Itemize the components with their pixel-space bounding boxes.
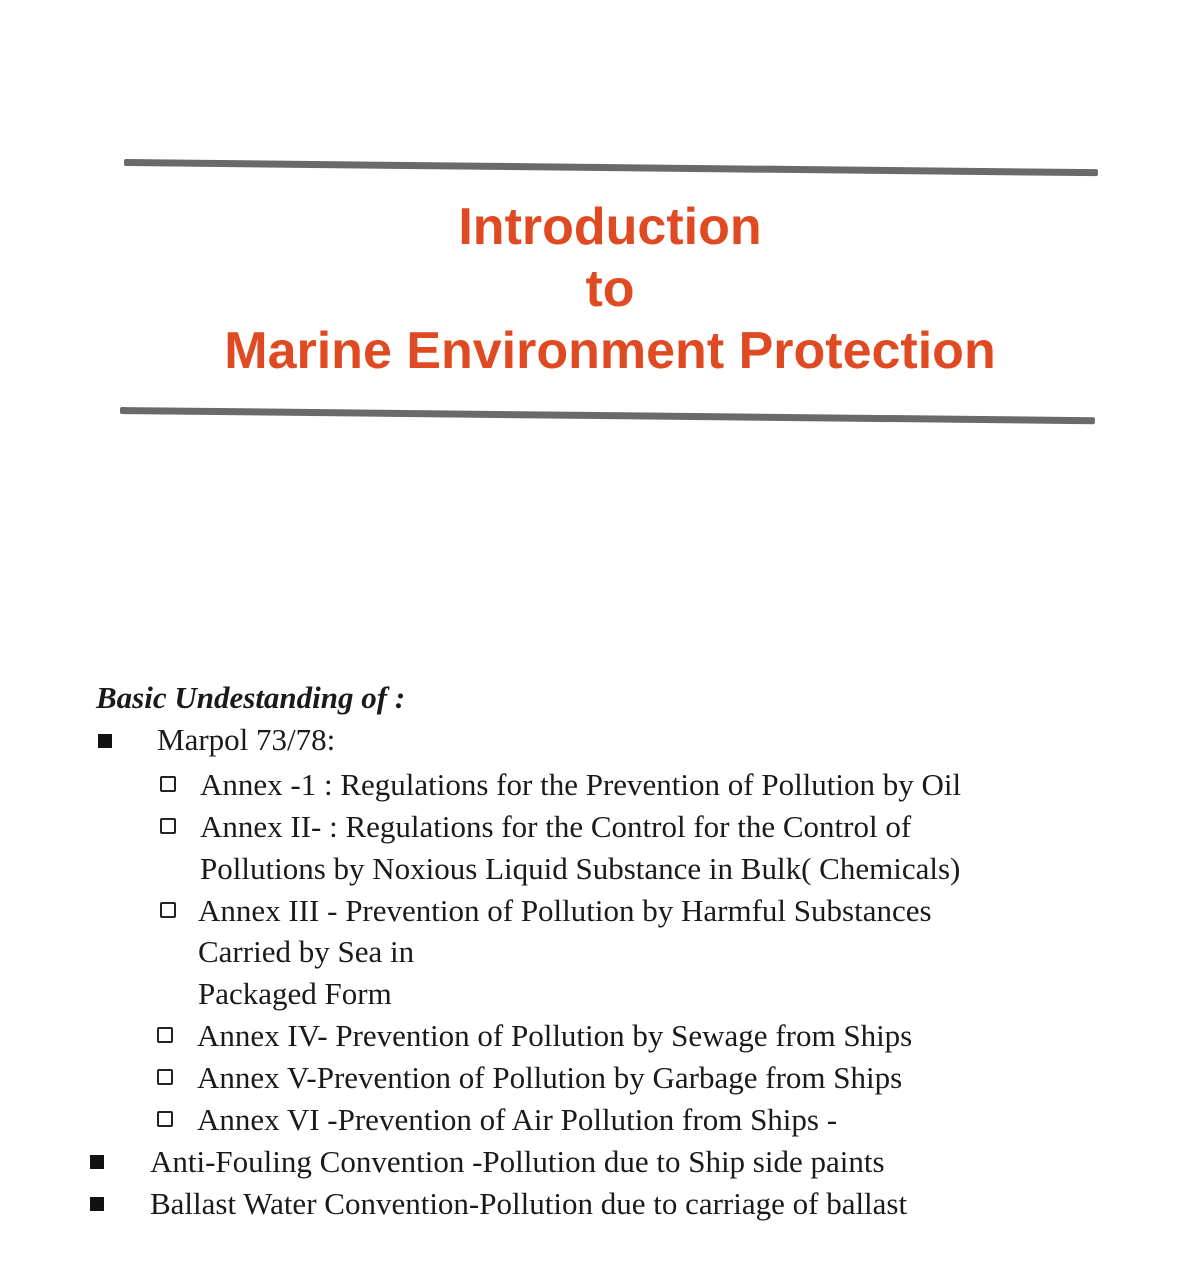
annex-5-line-1: Annex V-Prevention of Pollution by Garbage from Ships [197,1060,903,1095]
annex-2-line-2: Pollutions by Noxious Liquid Substance in Bulk( Chemicals) [200,851,961,886]
anti-fouling-convention: Anti-Fouling Convention -Pollution due to Ship side paints [150,1144,885,1179]
checkbox-bullet-icon [160,818,176,834]
title-line-2: to [585,260,635,318]
ballast-water-convention: Ballast Water Convention-Pollution due to carriage of ballast [150,1186,908,1221]
checkbox-bullet-icon [157,1027,173,1043]
annex-2-line-1: Annex II- : Regulations for the Control for the Control of [200,809,912,844]
checkbox-bullet-icon [157,1069,173,1085]
annex-4-line-1: Annex IV- Prevention of Pollution by Sewage from Ships [197,1018,913,1053]
annex-3-line-1: Annex III - Prevention of Pollution by Harmful Substances [198,893,932,928]
annex-3-line-3: Packaged Form [198,976,392,1011]
checkbox-bullet-icon [160,776,176,792]
title-line-3: Marine Environment Protection [224,322,996,380]
marpol-label: Marpol 73/78: [157,722,336,757]
section-heading: Basic Undestanding of : [96,680,406,715]
annex-1-line-1: Annex -1 : Regulations for the Prevention of Pollution by Oil [200,767,962,802]
square-bullet-icon [90,1197,104,1211]
square-bullet-icon [90,1155,104,1169]
annex-3-line-2: Carried by Sea in [198,934,415,969]
square-bullet-icon [98,734,112,748]
annex-6-line-1: Annex VI -Prevention of Air Pollution from Ships - [197,1102,838,1137]
checkbox-bullet-icon [157,1111,173,1127]
checkbox-bullet-icon [160,902,176,918]
title-line-1: Introduction [458,198,762,256]
